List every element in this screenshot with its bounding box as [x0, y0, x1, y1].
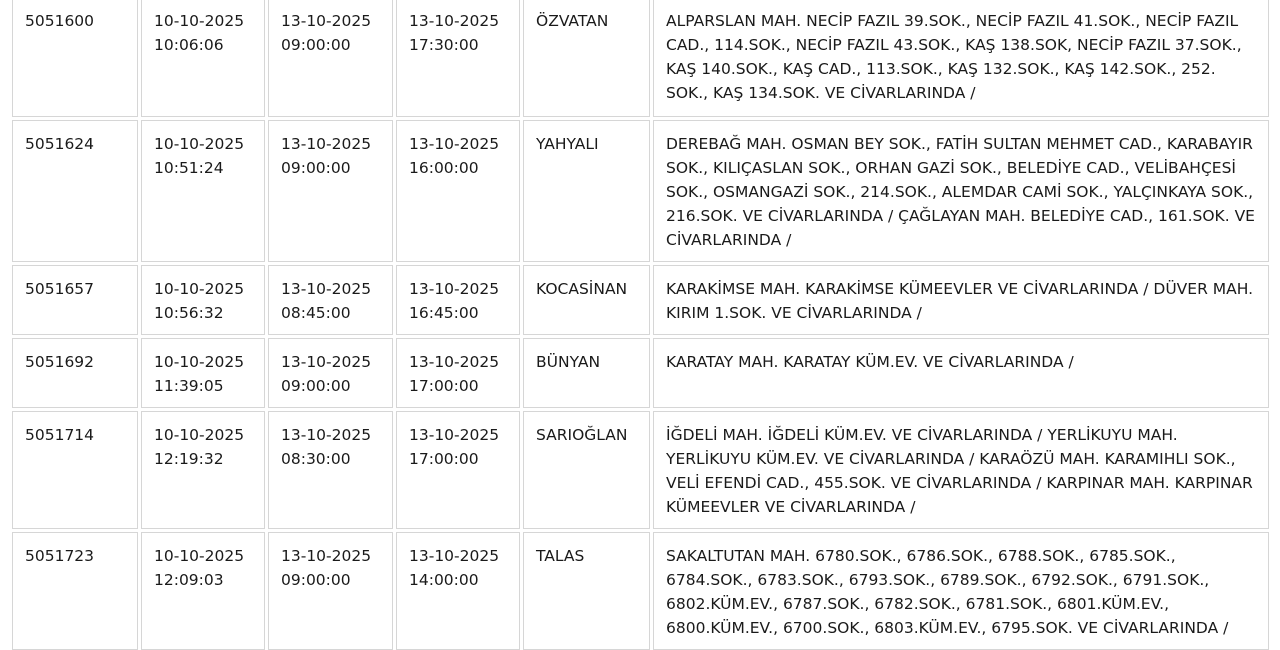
- affected-addresses-cell: SAKALTUTAN MAH. 6780.SOK., 6786.SOK., 6788.SOK., 6785.SOK., 6784.SOK., 6783.SOK., 6793.SOK., 6789.SOK., 6792.SOK., 6791.SOK., 6802.KÜM.EV., 6787.SOK., 6782.SOK., 6781.SOK., 6801.KÜM.EV., 6800.KÜM.EV., 6700.SOK., 6803.KÜM.EV., 6795.SOK. VE CİVARLARINDA /: [653, 532, 1269, 650]
- created-time: 10:56:32: [154, 304, 224, 322]
- affected-addresses-cell: ALPARSLAN MAH. NECİP FAZIL 39.SOK., NECİP FAZIL 41.SOK., NECİP FAZIL CAD., 114.SOK., NECİP FAZIL 43.SOK., KAŞ 138.SOK, NECİP FAZIL 37.SOK., KAŞ 140.SOK., KAŞ CAD., 113.SOK., KAŞ 132.SOK., KAŞ 142.SOK., 252. SOK., KAŞ 134.SOK. VE CİVARLARINDA /: [653, 0, 1269, 117]
- start-date: 13-10-2025: [281, 353, 372, 371]
- district-cell: KOCASİNAN: [523, 265, 650, 335]
- start-datetime-cell: [268, 411, 393, 529]
- start-date: 13-10-2025: [281, 280, 372, 298]
- created-date: 10-10-2025: [154, 280, 245, 298]
- created-datetime-cell: [141, 411, 265, 529]
- created-time: 12:19:32: [154, 450, 224, 468]
- created-date: 10-10-2025: [154, 426, 245, 444]
- created-datetime-cell: [141, 338, 265, 408]
- start-time: 09:00:00: [281, 159, 351, 177]
- end-time: 16:45:00: [409, 304, 479, 322]
- outage-id-cell: 5051600: [12, 0, 138, 117]
- created-datetime-cell: [141, 265, 265, 335]
- outage-id-cell: 5051624: [12, 120, 138, 262]
- start-date: 13-10-2025: [281, 426, 372, 444]
- created-time: 10:51:24: [154, 159, 224, 177]
- end-date: 13-10-2025: [409, 12, 500, 30]
- affected-addresses-cell: İĞDELİ MAH. İĞDELİ KÜM.EV. VE CİVARLARINDA / YERLİKUYU MAH. YERLİKUYU KÜM.EV. VE CİVARLARINDA / KARAÖZÜ MAH. KARAMIHLI SOK., VELİ EFENDİ CAD., 455.SOK. VE CİVARLARINDA / KARPINAR MAH. KARPINAR KÜMEEVLER VE CİVARLARINDA /: [653, 411, 1269, 529]
- created-date: 10-10-2025: [154, 547, 245, 565]
- outage-id-cell: 5051714: [12, 411, 138, 529]
- table-row: [12, 532, 1269, 650]
- affected-addresses-cell: KARATAY MAH. KARATAY KÜM.EV. VE CİVARLARINDA /: [653, 338, 1269, 408]
- start-time: 08:30:00: [281, 450, 351, 468]
- outage-id-cell: 5051723: [12, 532, 138, 650]
- start-time: 09:00:00: [281, 36, 351, 54]
- created-date: 10-10-2025: [154, 353, 245, 371]
- table-row: [12, 0, 1269, 117]
- start-datetime-cell: [268, 338, 393, 408]
- created-date: 10-10-2025: [154, 12, 245, 30]
- end-date: 13-10-2025: [409, 353, 500, 371]
- end-datetime-cell: [396, 338, 520, 408]
- outage-id-cell: 5051657: [12, 265, 138, 335]
- end-date: 13-10-2025: [409, 280, 500, 298]
- created-time: 10:06:06: [154, 36, 224, 54]
- created-datetime-cell: [141, 120, 265, 262]
- start-datetime-cell: [268, 0, 393, 117]
- outage-id-cell: 5051692: [12, 338, 138, 408]
- end-date: 13-10-2025: [409, 135, 500, 153]
- created-datetime-cell: [141, 532, 265, 650]
- district-cell: TALAS: [523, 532, 650, 650]
- affected-addresses-cell: DEREBAĞ MAH. OSMAN BEY SOK., FATİH SULTAN MEHMET CAD., KARABAYIR SOK., KILIÇASLAN SOK., ORHAN GAZİ SOK., BELEDİYE CAD., VELİBAHÇESİ SOK., OSMANGAZİ SOK., 214.SOK., ALEMDAR CAMİ SOK., YALÇINKAYA SOK., 216.SOK. VE CİVARLARINDA / ÇAĞLAYAN MAH. BELEDİYE CAD., 161.SOK. VE CİVARLARINDA /: [653, 120, 1269, 262]
- outage-table-body: [12, 0, 1269, 650]
- created-datetime-cell: [141, 0, 265, 117]
- created-time: 12:09:03: [154, 571, 224, 589]
- start-time: 09:00:00: [281, 571, 351, 589]
- end-datetime-cell: [396, 120, 520, 262]
- outage-table: [9, 0, 1272, 650]
- district-cell: BÜNYAN: [523, 338, 650, 408]
- end-datetime-cell: [396, 265, 520, 335]
- end-datetime-cell: [396, 0, 520, 117]
- start-datetime-cell: [268, 532, 393, 650]
- district-cell: ÖZVATAN: [523, 0, 650, 117]
- start-date: 13-10-2025: [281, 12, 372, 30]
- affected-addresses-cell: KARAKİMSE MAH. KARAKİMSE KÜMEEVLER VE CİVARLARINDA / DÜVER MAH. KIRIM 1.SOK. VE CİVARLARINDA /: [653, 265, 1269, 335]
- table-row: [12, 120, 1269, 262]
- start-time: 09:00:00: [281, 377, 351, 395]
- end-datetime-cell: [396, 411, 520, 529]
- district-cell: YAHYALI: [523, 120, 650, 262]
- end-date: 13-10-2025: [409, 426, 500, 444]
- end-time: 17:30:00: [409, 36, 479, 54]
- start-datetime-cell: [268, 120, 393, 262]
- end-time: 16:00:00: [409, 159, 479, 177]
- district-cell: SARIOĞLAN: [523, 411, 650, 529]
- start-date: 13-10-2025: [281, 547, 372, 565]
- end-datetime-cell: [396, 532, 520, 650]
- end-date: 13-10-2025: [409, 547, 500, 565]
- end-time: 17:00:00: [409, 450, 479, 468]
- table-row: [12, 411, 1269, 529]
- end-time: 14:00:00: [409, 571, 479, 589]
- start-datetime-cell: [268, 265, 393, 335]
- created-date: 10-10-2025: [154, 135, 245, 153]
- start-date: 13-10-2025: [281, 135, 372, 153]
- created-time: 11:39:05: [154, 377, 224, 395]
- start-time: 08:45:00: [281, 304, 351, 322]
- table-row: [12, 338, 1269, 408]
- end-time: 17:00:00: [409, 377, 479, 395]
- table-row: [12, 265, 1269, 335]
